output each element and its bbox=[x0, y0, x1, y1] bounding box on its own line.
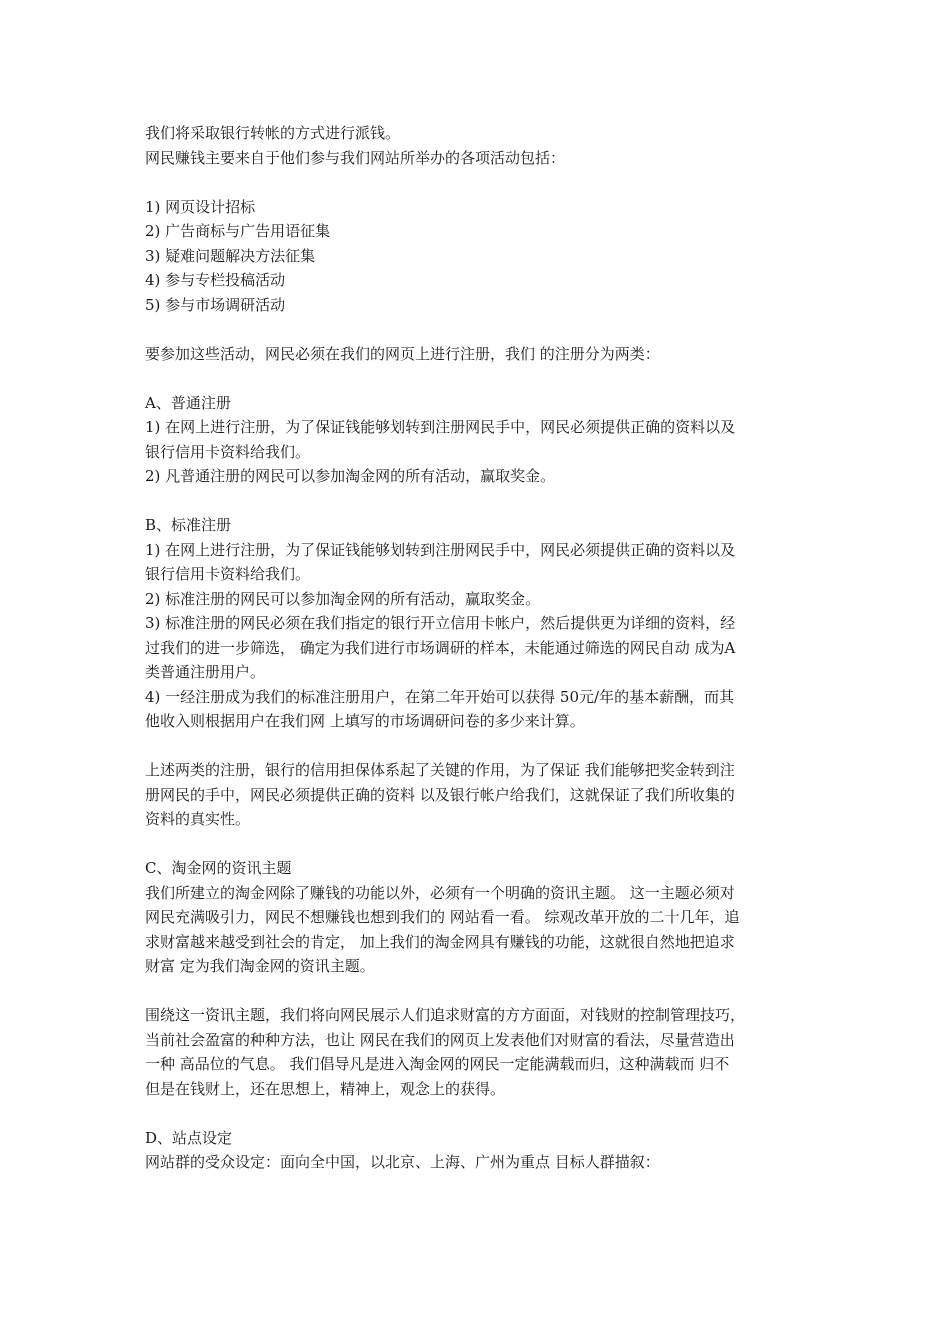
theme-line: 围绕这一资讯主题，我们将向网民展示人们追求财富的方方面面，对钱财的控制管理技巧， bbox=[145, 1006, 746, 1024]
activity-item: 3) 疑难问题解决方法征集 bbox=[145, 246, 316, 265]
section-b-line: 4) 一经注册成为我们的标准注册用户，在第二年开始可以获得 50元/年的基本薪酬，而其 bbox=[145, 687, 735, 706]
summary-line: 册网民的手中，网民必须提供正确的资料 以及银行帐户给我们，这就保证了我们所收集的 bbox=[145, 785, 735, 804]
section-d-line: 网站群的受众设定：面向全中国，以北京、上海、广州为重点 目标人群描叙： bbox=[145, 1153, 660, 1171]
section-b-line: 3) 标准注册的网民必须在我们指定的银行开立信用卡帐户，然后提供更为详细的资料，经 bbox=[145, 614, 736, 632]
intro-line: 网民赚钱主要来自于他们参与我们网站所举办的各项活动包括： bbox=[145, 148, 566, 167]
section-c-line: 我们所建立的淘金网除了赚钱的功能以外，必须有一个明确的资讯主题。 这一主题必须对 bbox=[145, 883, 735, 902]
section-c-line: 求财富越来越受到社会的肯定， 加上我们的淘金网具有赚钱的功能，这就很自然地把追求 bbox=[145, 932, 735, 951]
section-b bbox=[145, 513, 815, 734]
section-b-heading: B、标准注册 bbox=[145, 516, 232, 534]
theme-line: 当前社会盈富的种种方法，也让 网民在我们的网页上发表他们对财富的看法，尽量营造出 bbox=[145, 1030, 735, 1049]
activity-item: 4) 参与专栏投稿活动 bbox=[145, 271, 286, 289]
theme-paragraph bbox=[145, 1003, 815, 1101]
section-c-heading: C、淘金网的资讯主题 bbox=[145, 859, 292, 877]
section-a-line: 银行信用卡资料给我们。 bbox=[145, 442, 311, 461]
section-a bbox=[145, 391, 815, 489]
document-body bbox=[145, 121, 815, 1175]
summary-line: 上述两类的注册，银行的信用担保体系起了关键的作用，为了保证 我们能够把奖金转到注 bbox=[145, 761, 735, 779]
section-b-line: 他收入则根据用户在我们网 上填写的市场调研问卷的多少来计算。 bbox=[145, 712, 585, 730]
activity-item: 5) 参与市场调研活动 bbox=[145, 295, 286, 314]
section-c-line: 网民充满吸引力，网民不想赚钱也想到我们的 网站看一看。 综观改革开放的二十几年，追 bbox=[145, 908, 740, 926]
section-a-line: 1) 在网上进行注册，为了保证钱能够划转到注册网民手中，网民必须提供正确的资料以及 bbox=[145, 418, 736, 436]
section-c-line: 财富 定为我们淘金网的资讯主题。 bbox=[145, 957, 375, 975]
summary-line: 资料的真实性。 bbox=[145, 810, 251, 828]
section-c bbox=[145, 856, 815, 979]
intro-line: 我们将采取银行转帐的方式进行派钱。 bbox=[145, 124, 401, 142]
section-b-line: 银行信用卡资料给我们。 bbox=[145, 565, 311, 583]
section-a-heading: A、普通注册 bbox=[145, 393, 231, 412]
activity-item: 2) 广告商标与广告用语征集 bbox=[145, 222, 331, 240]
section-d-heading: D、站点设定 bbox=[145, 1128, 233, 1147]
theme-line: 一种 高品位的气息。 我们倡导凡是进入淘金网的网民一定能满载而归，这种满载而 归不 bbox=[145, 1055, 730, 1073]
section-d bbox=[145, 1126, 815, 1175]
activity-item: 1) 网页设计招标 bbox=[145, 197, 256, 216]
theme-line: 但是在钱财上，还在思想上，精神上，观念上的获得。 bbox=[145, 1079, 506, 1098]
activity-list bbox=[145, 195, 815, 318]
section-b-line: 类普通注册用户。 bbox=[145, 663, 266, 681]
section-b-line: 1) 在网上进行注册，为了保证钱能够划转到注册网民手中，网民必须提供正确的资料以及 bbox=[145, 540, 736, 559]
section-b-line: 过我们的进一步筛选， 确定为我们进行市场调研的样本，未能通过筛选的网民自动 成为A bbox=[145, 638, 736, 657]
registration-intro: 要参加这些活动，网民必须在我们的网页上进行注册，我们 的注册分为两类： bbox=[145, 344, 660, 363]
summary-paragraph bbox=[145, 758, 815, 832]
section-b-line: 2) 标准注册的网民可以参加淘金网的所有活动，赢取奖金。 bbox=[145, 589, 541, 608]
section-a-line: 2) 凡普通注册的网民可以参加淘金网的所有活动，赢取奖金。 bbox=[145, 467, 556, 485]
